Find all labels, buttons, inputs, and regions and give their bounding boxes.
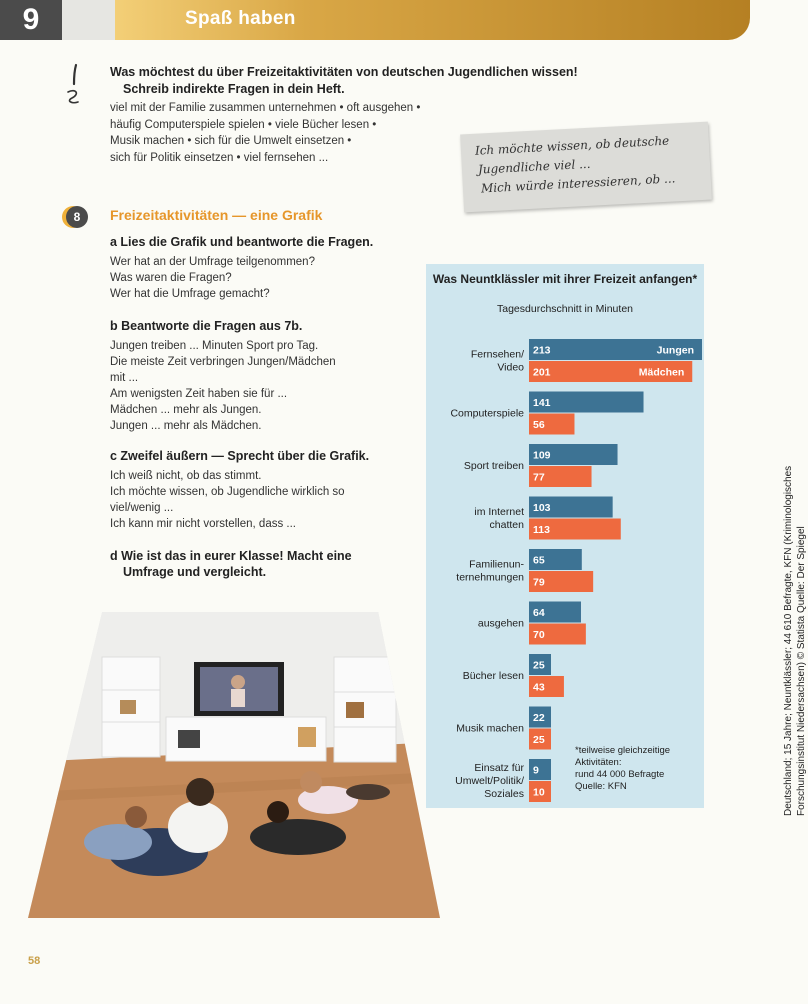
footnote-line: Aktivitäten: [575, 757, 622, 768]
bar-value-label: 213 [533, 344, 551, 357]
family-photo-illustration [28, 612, 440, 918]
family-photo [28, 612, 440, 918]
bar-value-label: 201 [533, 366, 551, 379]
section-number-badge: 8 [66, 206, 88, 228]
category-label: Sport treiben [463, 460, 524, 472]
source-line: Deutschland; 15 Jahre; Neuntklässler; 44 610 Befragte, KFN (Kriminologisches [783, 465, 794, 816]
chart-title: Was Neuntklässler mit ihrer Freizeit anfangen* [432, 272, 698, 286]
subtask-b [110, 318, 410, 434]
subtask-a [110, 234, 410, 302]
category-label: Einsatz für [474, 762, 524, 774]
subtask-a-heading: a Lies die Grafik und beantworte die Fragen. [110, 235, 374, 249]
category-label: Soziales [484, 788, 524, 800]
chapter-title-bar [115, 0, 750, 40]
subtask-b-line: Jungen ... mehr als Mädchen. [110, 420, 262, 432]
bar-value-label: 25 [533, 659, 545, 672]
category-label: Bücher lesen [462, 670, 524, 682]
chapter-number: 9 [0, 0, 62, 40]
subtask-c-line: viel/wenig ... [110, 502, 174, 514]
category-label: Video [497, 361, 524, 374]
phrase-line: viel mit der Familie zusammen unternehmen • oft ausgehen • [110, 102, 421, 114]
subtask-c-line: Ich möchte wissen, ob Jugendliche wirklich so [110, 486, 345, 498]
bar-value-label: 64 [533, 607, 545, 619]
category-label: chatten [489, 519, 524, 531]
bar-value-label: 56 [533, 419, 545, 431]
page-number: 58 [28, 955, 41, 967]
bar-value-label: 77 [533, 471, 545, 484]
subtask-d [110, 548, 410, 584]
bar-value-label: 141 [533, 397, 551, 409]
exclamation-icon [62, 62, 88, 106]
example-note [460, 122, 712, 213]
legend-label: Mädchen [638, 366, 685, 379]
bar-value-label: 70 [533, 629, 545, 641]
subtask-b-line: Die meiste Zeit verbringen Jungen/Mädchen [110, 356, 336, 368]
bar-value-label: 79 [533, 576, 545, 589]
category-label: ausgehen [477, 617, 524, 630]
category-label: Computerspiele [450, 407, 524, 420]
bar-value-label: 9 [533, 764, 539, 777]
bar-value-label: 10 [533, 786, 545, 799]
task-b-title-line2: Schreib indirekte Fragen in dein Heft. [123, 82, 345, 96]
phrase-line: häufig Computerspiele spielen • viele Bücher lesen • [110, 118, 377, 131]
bar-value-label: 25 [533, 734, 545, 746]
subtask-b-line: Jungen treiben ... Minuten Sport pro Tag. [110, 340, 319, 352]
bar-chart [426, 264, 704, 808]
phrase-line: Musik machen • sich für die Umwelt einsetzen • [110, 135, 352, 147]
bar-value-label: 22 [533, 712, 545, 724]
bar-value-label: 43 [533, 681, 545, 694]
footnote-line: *teilweise gleichzeitige [575, 745, 671, 756]
subtask-a-line: Wer hat an der Umfrage teilgenommen? [110, 256, 315, 268]
bar-value-label: 65 [533, 554, 545, 567]
footnote-line: rund 44 000 Befragte [575, 769, 665, 780]
note-line: Jugendliche viel ... [477, 156, 591, 177]
subtask-c-heading: c Zweifel äußern — Sprecht über die Grafik. [110, 449, 370, 463]
chart-subtitle: Tagesdurchschnitt in Minuten [497, 303, 633, 315]
subtask-a-line: Was waren die Fragen? [110, 272, 232, 284]
task-b-title [110, 64, 650, 98]
subtask-b-line: Am wenigsten Zeit haben sie für ... [110, 388, 288, 400]
subtask-c [110, 448, 410, 532]
bar-value-label: 103 [533, 502, 551, 514]
category-label: Fernsehen/ [470, 348, 524, 361]
bar-value-label: 113 [533, 524, 550, 536]
subtask-b-heading: b Beantworte die Fragen aus 7b. [110, 319, 303, 333]
subtask-b-line: mit ... [110, 372, 139, 384]
subtask-d-heading-line1: d Wie ist das in eurer Klasse! Macht eine [110, 549, 352, 563]
chart-footnote [575, 745, 705, 793]
chapter-title: Spaß haben [185, 8, 296, 29]
subtask-c-line: Ich weiß nicht, ob das stimmt. [110, 470, 262, 482]
subtask-b-line: Mädchen ... mehr als Jungen. [110, 404, 262, 416]
category-label: Umwelt/Politik/ [455, 775, 524, 787]
note-line: Ich möchte wissen, ob deutsche [474, 133, 670, 158]
category-label: Familienun- [469, 558, 524, 571]
category-label: Musik machen [456, 722, 524, 735]
phrase-line: sich für Politik einsetzen • viel fernsehen ... [110, 151, 329, 164]
source-line: Forschungsinstitut Niedersachsen) © Statista Quelle: Der Spiegel [796, 526, 807, 816]
legend-label: Jungen [656, 344, 694, 357]
note-line: Mich würde interessieren, ob ... [480, 171, 676, 196]
section-title: Freizeitaktivitäten — eine Grafik [110, 207, 323, 223]
bar-value-label: 109 [533, 449, 551, 462]
subtask-c-line: Ich kann mir nicht vorstellen, dass ... [110, 518, 296, 530]
task-b-title-line1: Was möchtest du über Freizeitaktivitäten von deutschen Jugendlichen wissen! [110, 65, 578, 79]
category-label: im Internet [474, 506, 524, 518]
category-label: ternehmungen [456, 571, 524, 584]
subtask-a-line: Wer hat die Umfrage gemacht? [110, 288, 270, 300]
task-b-phrases [110, 100, 490, 166]
footnote-line: Quelle: KFN [575, 781, 627, 792]
chart-source [782, 346, 808, 816]
subtask-d-heading-line2: Umfrage und vergleicht. [123, 565, 267, 579]
